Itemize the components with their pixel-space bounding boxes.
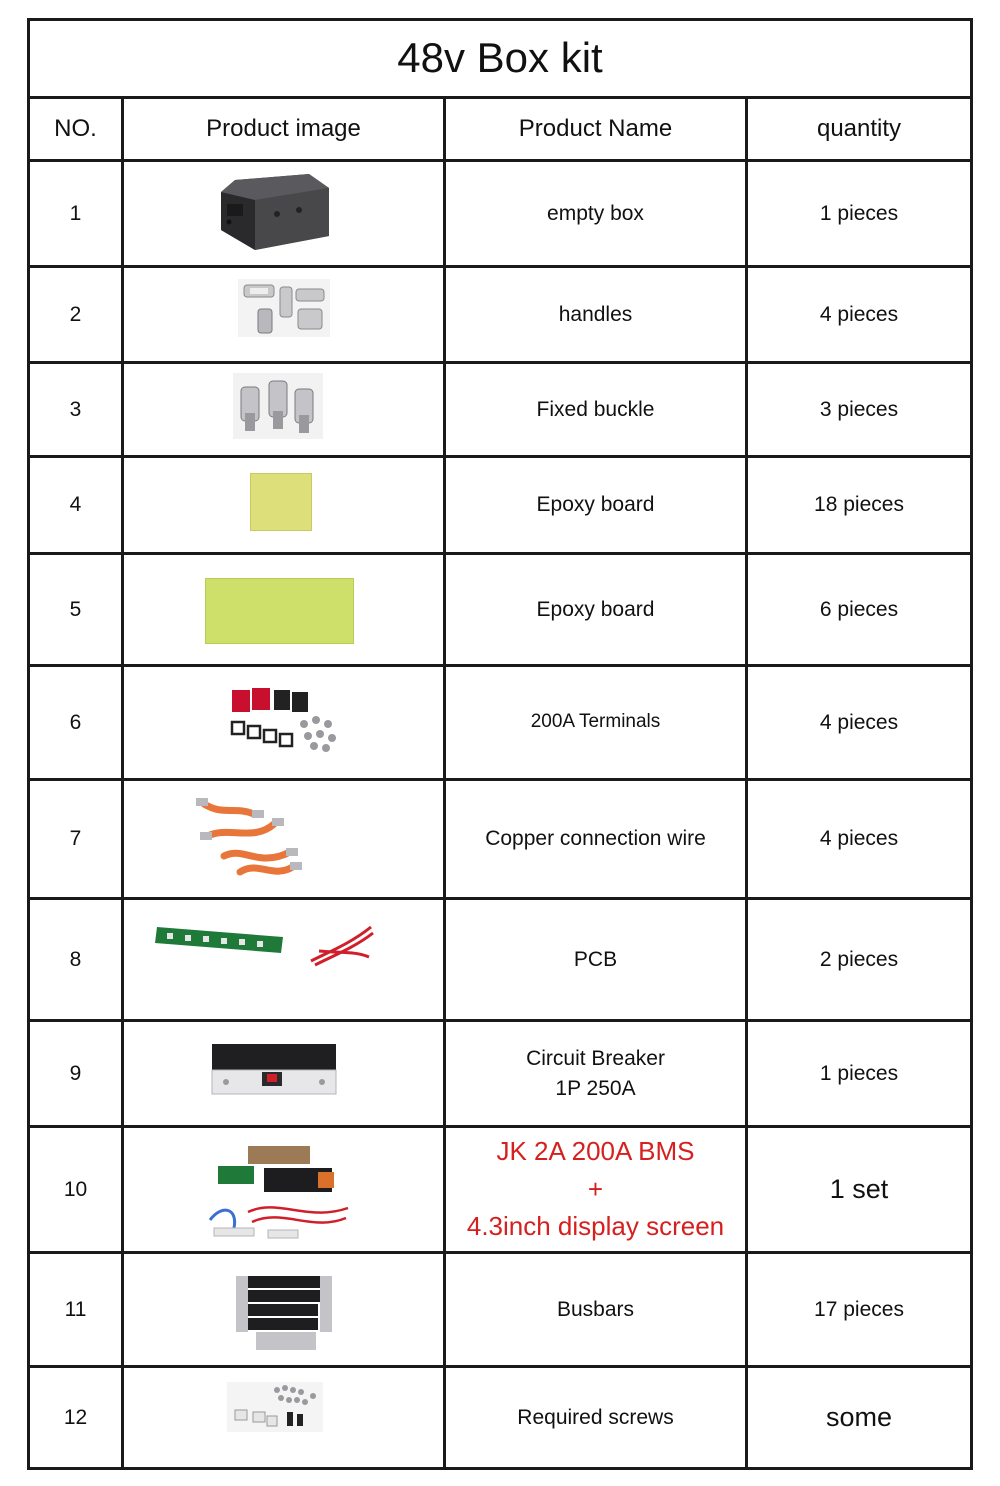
header-product-name: Product Name [518,115,673,143]
row-5-quantity: 6 pieces [819,597,899,621]
row-11-name: Busbars [556,1297,635,1321]
pcb-image [155,921,377,971]
table-title: 48v Box kit [397,34,603,82]
row-3-no: 3 [69,397,82,421]
copper-wire-image [194,796,304,880]
row-9-quantity: 1 pieces [819,1061,899,1085]
row-3-quantity: 3 pieces [819,397,899,421]
fixed-buckle-image [233,373,323,439]
header-quantity: quantity [816,115,902,143]
row-8-no: 8 [69,947,82,971]
screws-image [227,1382,323,1432]
row-8-quantity: 2 pieces [819,947,899,971]
row-4-name: Epoxy board [536,493,655,517]
header-no: NO. [54,115,97,143]
row-9-name: Circuit Breaker 1P 250A [526,1047,665,1100]
row-12-name: Required screws [517,1405,674,1429]
kit-table [27,18,973,1470]
row-5-name: Epoxy board [536,597,655,621]
row-3-name: Fixed buckle [536,397,655,421]
row-8-name: PCB [573,947,618,971]
empty-box-image [217,170,337,256]
row-1-name: empty box [547,201,644,225]
table-border-bottom [27,1467,973,1470]
row-2-name: handles [558,302,633,326]
row-9-no: 9 [69,1061,82,1085]
column-divider [121,96,124,1470]
row-11-quantity: 17 pieces [814,1297,904,1321]
busbars-image [236,1268,336,1354]
row-10-name: JK 2A 200A BMS + 4.3inch display screen [466,1135,725,1242]
epoxy-board-small-image [250,473,312,531]
handles-image [238,279,330,337]
row-6-no: 6 [69,710,82,734]
row-12-no: 12 [63,1405,88,1429]
row-1-quantity: 1 pieces [819,201,899,225]
terminals-image [224,684,342,760]
circuit-breaker-image [210,1042,338,1100]
row-4-no: 4 [69,493,82,517]
row-11-no: 11 [64,1297,87,1321]
row-7-name: Copper connection wire [485,827,706,851]
row-7-no: 7 [69,827,82,851]
bms-image [208,1142,358,1242]
row-5-no: 5 [69,597,82,621]
row-2-quantity: 4 pieces [819,302,899,326]
header-product-image: Product image [206,115,361,143]
row-12-quantity: some [825,1401,893,1432]
row-1-no: 1 [69,201,82,225]
row-10-quantity: 1 set [829,1173,889,1204]
row-2-no: 2 [69,302,82,326]
row-4-quantity: 18 pieces [814,493,904,517]
row-6-quantity: 4 pieces [819,710,899,734]
row-10-no: 10 [63,1177,88,1201]
epoxy-board-large-image [205,578,354,644]
row-6-name: 200A Terminals [530,711,661,733]
row-7-quantity: 4 pieces [819,827,899,851]
